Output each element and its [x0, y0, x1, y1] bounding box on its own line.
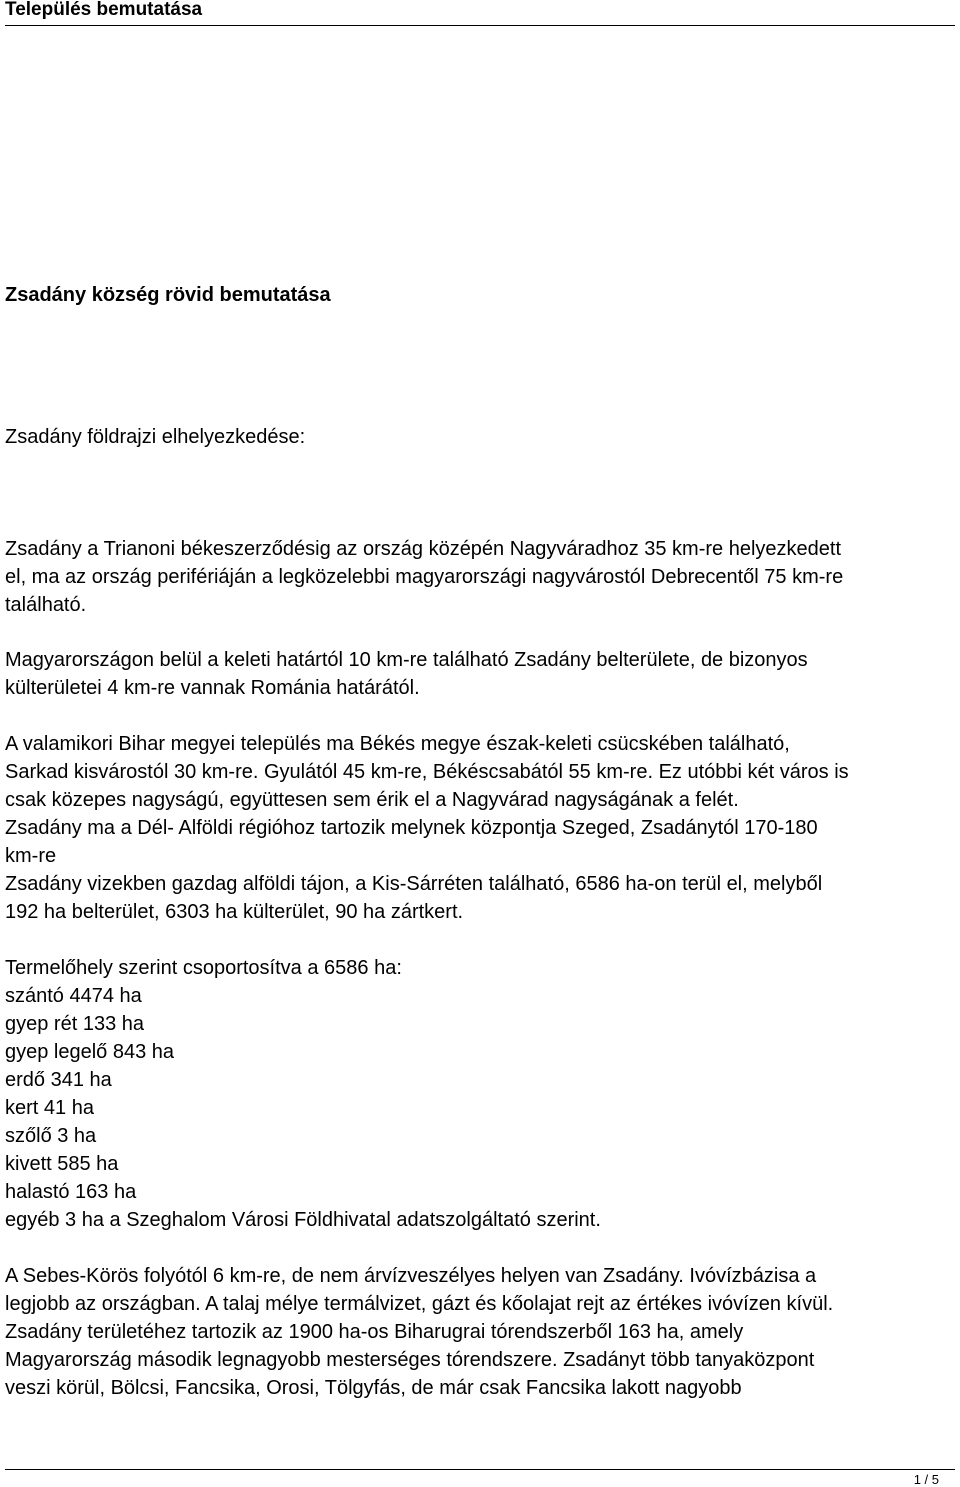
- land-use-item: gyep rét 133 ha: [5, 1013, 144, 1035]
- text-line: A valamikori Bihar megyei település ma Békés megye észak-keleti csücskében található,: [5, 733, 790, 755]
- text-line: el, ma az ország perifériáján a legközelebbi magyarországi nagyvárostól Debrecentől 75 km-re: [5, 566, 844, 588]
- land-use-item: erdő 341 ha: [5, 1069, 112, 1091]
- land-use-item: halastó 163 ha: [5, 1181, 137, 1203]
- text-line: legjobb az országban. A talaj mélye termálvizet, gázt és kőolajat rejt az értékes ivóvízen kívül.: [5, 1293, 834, 1315]
- land-use-list: [5, 954, 955, 1234]
- text-line: km-re: [5, 845, 57, 867]
- paragraph-water: [5, 1262, 955, 1402]
- land-use-item: szőlő 3 ha: [5, 1125, 97, 1147]
- land-use-item: gyep legelő 843 ha: [5, 1041, 175, 1063]
- paragraph-border: [5, 646, 955, 702]
- text-line: Magyarország második legnagyobb mesterséges tórendszere. Zsadányt több tanyaközpont: [5, 1349, 815, 1371]
- running-header: Település bemutatása: [5, 0, 203, 20]
- text-line: található.: [5, 594, 87, 616]
- text-line: Magyarországon belül a keleti határtól 10 km-re található Zsadány belterülete, de bizonyos: [5, 649, 808, 671]
- text-line: külterületei 4 km-re vannak Románia határától.: [5, 677, 420, 699]
- text-line: Zsadány területéhez tartozik az 1900 ha-os Biharugrai tórendszerből 163 ha, amely: [5, 1321, 744, 1343]
- section-subtitle: [5, 423, 955, 451]
- land-use-item: szántó 4474 ha: [5, 985, 142, 1007]
- paragraph-region: [5, 730, 955, 926]
- document-title: Zsadány község rövid bemutatása: [5, 284, 331, 306]
- land-use-item: kivett 585 ha: [5, 1153, 119, 1175]
- footer-divider: [5, 1469, 955, 1470]
- text-line: Zsadány vizekben gazdag alföldi tájon, a Kis-Sárréten található, 6586 ha-on terül el, melyből: [5, 873, 823, 895]
- land-use-item: egyéb 3 ha a Szeghalom Városi Földhivatal adatszolgáltató szerint.: [5, 1209, 601, 1231]
- subtitle-text: Zsadány földrajzi elhelyezkedése:: [5, 426, 306, 448]
- text-line: A Sebes-Körös folyótól 6 km-re, de nem árvízveszélyes helyen van Zsadány. Ivóvízbázisa a: [5, 1265, 817, 1287]
- header-divider: [5, 25, 955, 26]
- page-number: 1 / 5: [913, 1472, 939, 1487]
- text-line: veszi körül, Bölcsi, Fancsika, Orosi, Tölgyfás, de már csak Fancsika lakott nagyobb: [5, 1377, 742, 1399]
- paragraph-location: [5, 535, 955, 619]
- text-line: Sarkad kisvárostól 30 km-re. Gyulától 45 km-re, Békéscsabától 55 km-re. Ez utóbbi két város is: [5, 761, 849, 783]
- text-line: Zsadány ma a Dél- Alföldi régióhoz tartozik melynek központja Szeged, Zsadánytól 170-180: [5, 817, 818, 839]
- land-use-heading: Termelőhely szerint csoportosítva a 6586 ha:: [5, 957, 402, 979]
- text-line: Zsadány a Trianoni békeszerződésig az ország középén Nagyváradhoz 35 km-re helyezkedett: [5, 538, 842, 560]
- land-use-item: kert 41 ha: [5, 1097, 94, 1119]
- text-line: csak közepes nagyságú, együttesen sem érik el a Nagyvárad nagyságának a felét.: [5, 789, 739, 811]
- text-line: 192 ha belterület, 6303 ha külterület, 90 ha zártkert.: [5, 901, 464, 923]
